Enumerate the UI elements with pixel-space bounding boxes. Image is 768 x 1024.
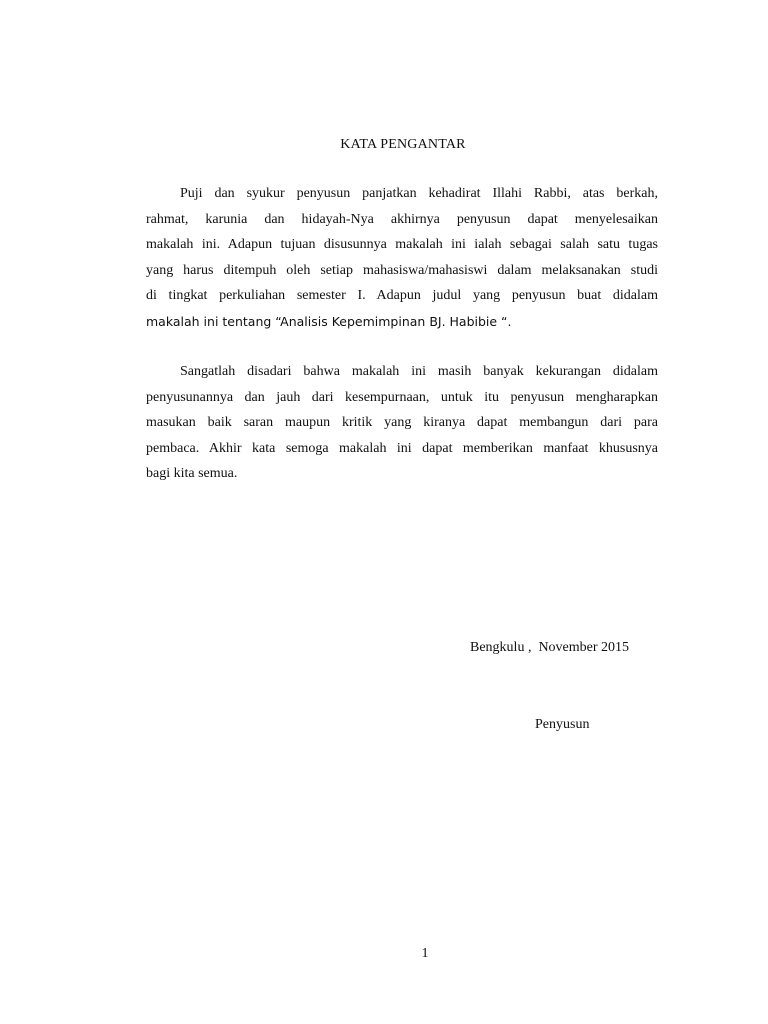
paragraph-line: pembaca. Akhir kata semoga makalah ini dapat memberikan manfaat khususnya <box>146 440 658 456</box>
paragraph-line: penyusunannya dan jauh dari kesempurnaan, untuk itu penyusun mengharapkan <box>146 389 658 405</box>
paragraph-closing <box>146 359 658 487</box>
paragraph-line: di tingkat perkuliahan semester I. Adapun judul yang penyusun buat didalam <box>146 288 658 304</box>
paragraph-line: rahmat, karunia dan hidayah-Nya akhirnya penyusun dapat menyelesaikan <box>146 211 658 227</box>
place-date: Bengkulu , November 2015 <box>470 640 630 655</box>
paragraph-line: bagi kita semua. <box>146 466 238 482</box>
paragraph-line-last <box>146 309 658 335</box>
makalah-title-quote: “Analisis Kepemimpinan BJ. Habibie “. <box>275 313 512 329</box>
page-number: 1 <box>421 946 429 961</box>
page-title: KATA PENGANTAR <box>340 137 466 152</box>
paragraph-line: makalah ini. Adapun tujuan disusunnya makalah ini ialah sebagai salah satu tugas <box>146 237 658 253</box>
paragraph-line: yang harus ditempuh oleh setiap mahasiswa/mahasiswi dalam melaksanakan studi <box>146 262 658 278</box>
author-signature: Penyusun <box>535 717 590 732</box>
paragraph-line: masukan baik saran maupun kritik yang kiranya dapat membangun dari para <box>146 415 658 431</box>
paragraph-line: Sangatlah disadari bahwa makalah ini masih banyak kekurangan didalam <box>180 364 658 379</box>
paragraph-line-start: makalah ini tentang <box>146 313 276 329</box>
paragraph-intro <box>146 181 658 335</box>
paragraph-line: Puji dan syukur penyusun panjatkan kehadirat Illahi Rabbi, atas berkah, <box>180 186 658 201</box>
